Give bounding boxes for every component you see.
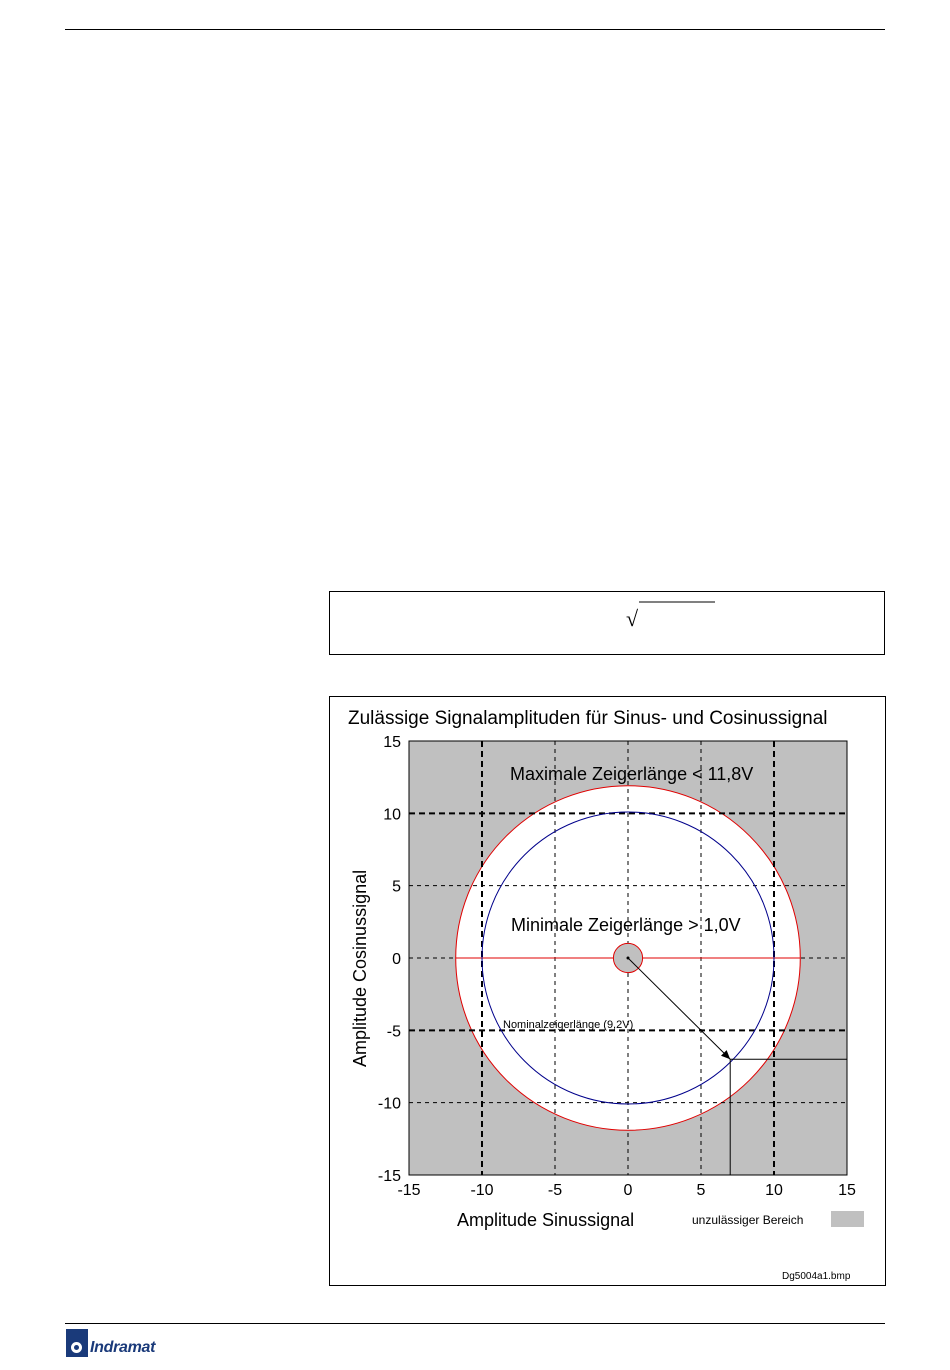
- chart-title: Zulässige Signalamplituden für Sinus- und Cosinussignal: [348, 708, 828, 729]
- annotation-min-length: Minimale Zeigerlänge > 1,0V: [511, 915, 741, 935]
- y-tick-label: 15: [383, 734, 401, 751]
- signal-amplitude-chart: [330, 697, 887, 1287]
- y-tick-label: 0: [392, 951, 401, 968]
- logo-mark-icon: [66, 1329, 88, 1357]
- header-rule: [65, 29, 885, 30]
- x-tick-label: -15: [397, 1182, 421, 1199]
- pointer-origin-dot: [627, 957, 630, 960]
- figure-box: [329, 696, 886, 1286]
- radical-symbol: √: [626, 606, 639, 631]
- legend-label: unzulässiger Bereich: [692, 1213, 804, 1227]
- annotation-nominal-length: Nominalzeigerlänge (9,2V): [503, 1019, 634, 1031]
- footer-rule: [65, 1323, 885, 1324]
- y-tick-labels: [378, 734, 401, 1185]
- x-tick-label: 5: [696, 1182, 706, 1199]
- x-tick-labels: [397, 1182, 856, 1199]
- x-tick-label: 10: [765, 1182, 783, 1199]
- x-tick-label: 0: [623, 1182, 633, 1199]
- legend-swatch: [831, 1211, 864, 1227]
- y-axis-label: Amplitude Cosinussignal: [350, 869, 370, 1067]
- y-tick-label: -10: [377, 1095, 401, 1113]
- x-axis-label: Amplitude Sinussignal: [457, 1210, 635, 1230]
- formula-box: [329, 591, 885, 655]
- figure-id: Dg5004a1.bmp: [782, 1271, 851, 1282]
- y-tick-label: 10: [383, 806, 401, 824]
- formula-radical: [330, 592, 886, 656]
- y-tick-label: -5: [386, 1023, 401, 1041]
- y-tick-label: 5: [392, 878, 401, 896]
- logo-wordmark: Indramat: [90, 1339, 156, 1356]
- x-tick-label: -10: [470, 1182, 494, 1199]
- annotation-max-length: Maximale Zeigerlänge < 11,8V: [510, 764, 754, 784]
- y-tick-label: -15: [377, 1168, 401, 1185]
- x-tick-label: -5: [547, 1182, 563, 1199]
- x-tick-label: 15: [838, 1182, 856, 1199]
